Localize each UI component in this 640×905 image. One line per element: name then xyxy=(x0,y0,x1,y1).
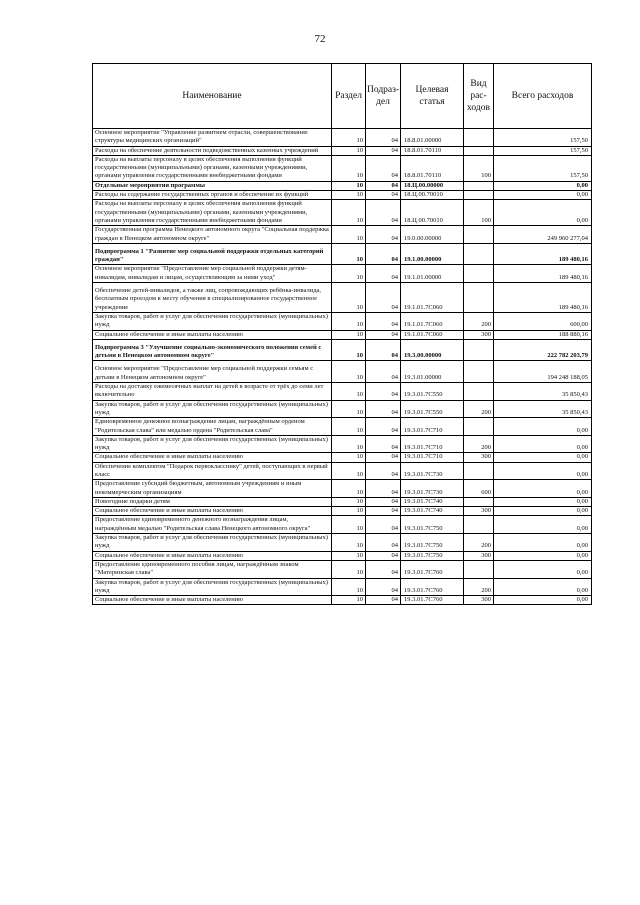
row-name: Социальное обеспечение и иные выплаты населению xyxy=(93,551,332,560)
row-subsection: 04 xyxy=(366,534,401,552)
row-target: 19.3.01.7С710 xyxy=(401,435,464,453)
row-subsection: 04 xyxy=(366,226,401,244)
row-target: 18.Ц.00.70010 xyxy=(401,191,464,200)
row-subsection: 04 xyxy=(366,330,401,339)
row-total: 0,00 xyxy=(494,534,592,552)
row-target: 19.1.01.7С060 xyxy=(401,312,464,330)
row-subsection: 04 xyxy=(366,339,401,361)
row-subsection: 04 xyxy=(366,361,401,383)
row-section: 10 xyxy=(332,312,366,330)
row-total: 0,00 xyxy=(494,181,592,190)
row-total: 0,00 xyxy=(494,507,592,516)
col-header-exp-type: Вид рас-ходов xyxy=(464,64,494,129)
row-total: 0,00 xyxy=(494,551,592,560)
row-total: 157,50 xyxy=(494,146,592,155)
row-target: 19.3.01.7С550 xyxy=(401,400,464,418)
row-exp-type: 200 xyxy=(464,400,494,418)
row-subsection: 04 xyxy=(366,243,401,265)
table-body xyxy=(93,129,592,605)
row-subsection: 04 xyxy=(366,578,401,596)
row-exp-type: 200 xyxy=(464,435,494,453)
row-name: Расходы на доставку ежемесячных выплат на детей в возрасте от трёх до семи лет включительно xyxy=(93,383,332,401)
row-subsection: 04 xyxy=(366,453,401,462)
row-exp-type: 300 xyxy=(464,596,494,605)
budget-table xyxy=(92,63,592,605)
row-name: Социальное обеспечение и иные выплаты населению xyxy=(93,453,332,462)
row-subsection: 04 xyxy=(366,480,401,498)
row-total: 157,50 xyxy=(494,129,592,147)
row-target: 19.3.00.00000 xyxy=(401,339,464,361)
table-row xyxy=(93,480,592,498)
row-section: 10 xyxy=(332,507,366,516)
row-total: 189 480,16 xyxy=(494,243,592,265)
row-name: Единовременное денежное вознаграждение лицам, награждённым орденом "Родительская слава" или медалью ордена "Родительская слава" xyxy=(93,418,332,436)
row-total: 0,00 xyxy=(494,418,592,436)
row-exp-type xyxy=(464,265,494,283)
row-subsection: 04 xyxy=(366,283,401,313)
row-section: 10 xyxy=(332,453,366,462)
row-section: 10 xyxy=(332,435,366,453)
row-exp-type xyxy=(464,361,494,383)
table-row xyxy=(93,191,592,200)
row-section: 10 xyxy=(332,596,366,605)
table-row xyxy=(93,330,592,339)
row-exp-type xyxy=(464,462,494,480)
row-exp-type xyxy=(464,339,494,361)
row-total: 0,00 xyxy=(494,560,592,578)
row-section: 10 xyxy=(332,551,366,560)
row-exp-type: 200 xyxy=(464,312,494,330)
table-row xyxy=(93,181,592,190)
row-name: Основное мероприятие "Предоставление мер социальной поддержки детям-инвалидам, инвалидам и лицам, осуществляющим за ними уход" xyxy=(93,265,332,283)
table-row xyxy=(93,361,592,383)
row-exp-type: 100 xyxy=(464,200,494,226)
row-name: Закупка товаров, работ и услуг для обеспечения государственных (муниципальных) нужд xyxy=(93,534,332,552)
row-section: 10 xyxy=(332,516,366,534)
row-total: 249 960 277,04 xyxy=(494,226,592,244)
row-section: 10 xyxy=(332,243,366,265)
row-subsection: 04 xyxy=(366,435,401,453)
row-subsection: 04 xyxy=(366,507,401,516)
row-total: 222 782 203,79 xyxy=(494,339,592,361)
row-name: Отдельные мероприятия программы xyxy=(93,181,332,190)
row-section: 10 xyxy=(332,497,366,506)
row-subsection: 04 xyxy=(366,200,401,226)
row-target: 19.3.01.7С730 xyxy=(401,462,464,480)
row-name: Предоставление единовременного пособия лицам, награждённым знаком "Материнская слава" xyxy=(93,560,332,578)
row-subsection: 04 xyxy=(366,265,401,283)
row-name: Социальное обеспечение и иные выплаты населению xyxy=(93,330,332,339)
row-section: 10 xyxy=(332,146,366,155)
row-section: 10 xyxy=(332,400,366,418)
row-section: 10 xyxy=(332,480,366,498)
row-subsection: 04 xyxy=(366,181,401,190)
table-row xyxy=(93,418,592,436)
row-total: 600,00 xyxy=(494,312,592,330)
row-target: 19.1.00.00000 xyxy=(401,243,464,265)
row-subsection: 04 xyxy=(366,497,401,506)
row-target: 18.Ц.00.70010 xyxy=(401,200,464,226)
row-name: Подпрограмма 3 "Улучшение социально-экономического положения семей с детьми в Ненецком автономном округе" xyxy=(93,339,332,361)
row-target: 19.3.01.7С710 xyxy=(401,453,464,462)
row-section: 10 xyxy=(332,265,366,283)
row-exp-type: 200 xyxy=(464,578,494,596)
table-row xyxy=(93,283,592,313)
row-section: 10 xyxy=(332,129,366,147)
col-header-name: Наименование xyxy=(93,64,332,129)
table-row xyxy=(93,146,592,155)
col-header-subsection: Подраз-дел xyxy=(366,64,401,129)
row-exp-type: 100 xyxy=(464,155,494,181)
table-row xyxy=(93,578,592,596)
table-row xyxy=(93,312,592,330)
row-target: 19.3.01.7С750 xyxy=(401,551,464,560)
row-exp-type: 300 xyxy=(464,330,494,339)
row-exp-type xyxy=(464,191,494,200)
row-exp-type xyxy=(464,418,494,436)
row-exp-type: 300 xyxy=(464,507,494,516)
row-exp-type xyxy=(464,226,494,244)
row-subsection: 04 xyxy=(366,551,401,560)
row-total: 0,00 xyxy=(494,462,592,480)
row-target: 19.1.01.00000 xyxy=(401,265,464,283)
row-section: 10 xyxy=(332,339,366,361)
table-row xyxy=(93,551,592,560)
row-total: 0,00 xyxy=(494,497,592,506)
row-target: 19.3.01.7С760 xyxy=(401,578,464,596)
row-total: 188 880,16 xyxy=(494,330,592,339)
row-name: Расходы на обеспечение деятельности подведомственных казенных учреждений xyxy=(93,146,332,155)
row-target: 18.8.01.70110 xyxy=(401,155,464,181)
table-header xyxy=(93,64,592,129)
row-section: 10 xyxy=(332,560,366,578)
row-target: 19.3.01.7С730 xyxy=(401,480,464,498)
row-subsection: 04 xyxy=(366,312,401,330)
row-name: Государственная программа Ненецкого автономного округа "Социальная поддержка граждан в Ненецком автономном округе" xyxy=(93,226,332,244)
table-row xyxy=(93,200,592,226)
row-target: 19.3.01.7С710 xyxy=(401,418,464,436)
row-total: 189 480,16 xyxy=(494,265,592,283)
row-exp-type: 300 xyxy=(464,453,494,462)
row-subsection: 04 xyxy=(366,418,401,436)
row-target: 19.3.01.7С750 xyxy=(401,516,464,534)
row-exp-type xyxy=(464,181,494,190)
table-row xyxy=(93,497,592,506)
table-row xyxy=(93,339,592,361)
row-name: Закупка товаров, работ и услуг для обеспечения государственных (муниципальных) нужд xyxy=(93,578,332,596)
table-row xyxy=(93,516,592,534)
table-row xyxy=(93,155,592,181)
row-name: Подпрограмма 1 "Развитие мер социальной поддержки отдельных категорий граждан" xyxy=(93,243,332,265)
row-target: 18.8.01.70110 xyxy=(401,146,464,155)
row-subsection: 04 xyxy=(366,191,401,200)
row-section: 10 xyxy=(332,226,366,244)
col-header-target: Целевая статья xyxy=(401,64,464,129)
table-row xyxy=(93,560,592,578)
row-total: 0,00 xyxy=(494,578,592,596)
row-exp-type: 600 xyxy=(464,480,494,498)
row-total: 0,00 xyxy=(494,435,592,453)
row-target: 19.3.01.7С750 xyxy=(401,534,464,552)
row-target: 19.3.01.7С760 xyxy=(401,560,464,578)
row-subsection: 04 xyxy=(366,400,401,418)
row-total: 0,00 xyxy=(494,453,592,462)
row-name: Социальное обеспечение и иные выплаты населению xyxy=(93,596,332,605)
row-target: 19.1.01.7С060 xyxy=(401,330,464,339)
row-subsection: 04 xyxy=(366,516,401,534)
row-name: Закупка товаров, работ и услуг для обеспечения государственных (муниципальных) нужд xyxy=(93,400,332,418)
col-header-section: Раздел xyxy=(332,64,366,129)
row-name: Расходы на содержание государственных органов и обеспечение их функций xyxy=(93,191,332,200)
row-section: 10 xyxy=(332,418,366,436)
row-total: 0,00 xyxy=(494,596,592,605)
row-total: 157,50 xyxy=(494,155,592,181)
row-section: 10 xyxy=(332,383,366,401)
row-total: 35 850,43 xyxy=(494,383,592,401)
table-row xyxy=(93,243,592,265)
row-total: 0,00 xyxy=(494,191,592,200)
row-total: 0,00 xyxy=(494,480,592,498)
col-header-total: Всего расходов xyxy=(494,64,592,129)
row-exp-type: 200 xyxy=(464,534,494,552)
row-section: 10 xyxy=(332,578,366,596)
table-row xyxy=(93,400,592,418)
row-name: Новогодние подарки детям xyxy=(93,497,332,506)
row-name: Основное мероприятие "Предоставление мер социальной поддержки семьям с детьми в Ненецком автономном округе" xyxy=(93,361,332,383)
row-exp-type xyxy=(464,129,494,147)
row-exp-type xyxy=(464,516,494,534)
row-target: 19.3.01.7С760 xyxy=(401,596,464,605)
row-name: Предоставление субсидий бюджетным, автономным учреждениям и иным некоммерческим организациям xyxy=(93,480,332,498)
row-name: Расходы на выплаты персоналу в целях обеспечения выполнения функций государственными (муниципальными) органами, казенными учреждениями, органами управления государственными внебюджетными фондами xyxy=(93,200,332,226)
row-exp-type xyxy=(464,497,494,506)
row-section: 10 xyxy=(332,330,366,339)
row-name: Предоставление единовременного денежного вознаграждения лицам, награждённым медалью "Родительская слава Ненецкого автономного округа" xyxy=(93,516,332,534)
row-target: 19.0.00.00000 xyxy=(401,226,464,244)
row-section: 10 xyxy=(332,534,366,552)
row-target: 19.3.01.7С550 xyxy=(401,383,464,401)
row-target: 19.3.01.00000 xyxy=(401,361,464,383)
row-subsection: 04 xyxy=(366,560,401,578)
row-name: Основное мероприятие "Управление развитием отрасли, совершенствование структуры медицинских организаций" xyxy=(93,129,332,147)
table-row xyxy=(93,596,592,605)
table-row xyxy=(93,462,592,480)
row-section: 10 xyxy=(332,191,366,200)
row-target: 18.Ц.00.00000 xyxy=(401,181,464,190)
table-row xyxy=(93,226,592,244)
row-subsection: 04 xyxy=(366,155,401,181)
row-exp-type xyxy=(464,283,494,313)
table-row xyxy=(93,435,592,453)
row-total: 189 480,16 xyxy=(494,283,592,313)
row-name: Социальное обеспечение и иные выплаты населению xyxy=(93,507,332,516)
row-target: 19.3.01.7С740 xyxy=(401,497,464,506)
row-target: 19.3.01.7С740 xyxy=(401,507,464,516)
row-subsection: 04 xyxy=(366,462,401,480)
table-row xyxy=(93,534,592,552)
row-section: 10 xyxy=(332,200,366,226)
table-row xyxy=(93,507,592,516)
row-section: 10 xyxy=(332,181,366,190)
row-name: Обеспечение комплектом "Подарок первокласснику" детей, поступающих в первый класс xyxy=(93,462,332,480)
row-section: 10 xyxy=(332,361,366,383)
table-row xyxy=(93,453,592,462)
row-exp-type xyxy=(464,243,494,265)
row-name: Обеспечение детей-инвалидов, а также лиц, сопровождающих ребёнка-инвалида, бесплатным проездом к месту обучения в специализированное государственное учреждение xyxy=(93,283,332,313)
row-total: 194 248 188,05 xyxy=(494,361,592,383)
row-section: 10 xyxy=(332,155,366,181)
row-subsection: 04 xyxy=(366,383,401,401)
row-name: Расходы на выплаты персоналу в целях обеспечения выполнения функций государственными (муниципальными) органами, казенными учреждениями, органами управления государственными внебюджетными фондами xyxy=(93,155,332,181)
row-total: 35 850,43 xyxy=(494,400,592,418)
row-name: Закупка товаров, работ и услуг для обеспечения государственных (муниципальных) нужд xyxy=(93,312,332,330)
row-exp-type xyxy=(464,146,494,155)
row-name: Закупка товаров, работ и услуг для обеспечения государственных (муниципальных) нужд xyxy=(93,435,332,453)
row-target: 19.1.01.7С060 xyxy=(401,283,464,313)
table-row xyxy=(93,383,592,401)
row-target: 18.8.01.00000 xyxy=(401,129,464,147)
table-row xyxy=(93,129,592,147)
row-total: 0,00 xyxy=(494,516,592,534)
page-number: 72 xyxy=(314,33,326,45)
row-section: 10 xyxy=(332,283,366,313)
row-subsection: 04 xyxy=(366,596,401,605)
row-exp-type: 300 xyxy=(464,551,494,560)
table-row xyxy=(93,265,592,283)
row-exp-type xyxy=(464,560,494,578)
row-section: 10 xyxy=(332,462,366,480)
row-total: 0,00 xyxy=(494,200,592,226)
row-subsection: 04 xyxy=(366,129,401,147)
row-subsection: 04 xyxy=(366,146,401,155)
row-exp-type xyxy=(464,383,494,401)
